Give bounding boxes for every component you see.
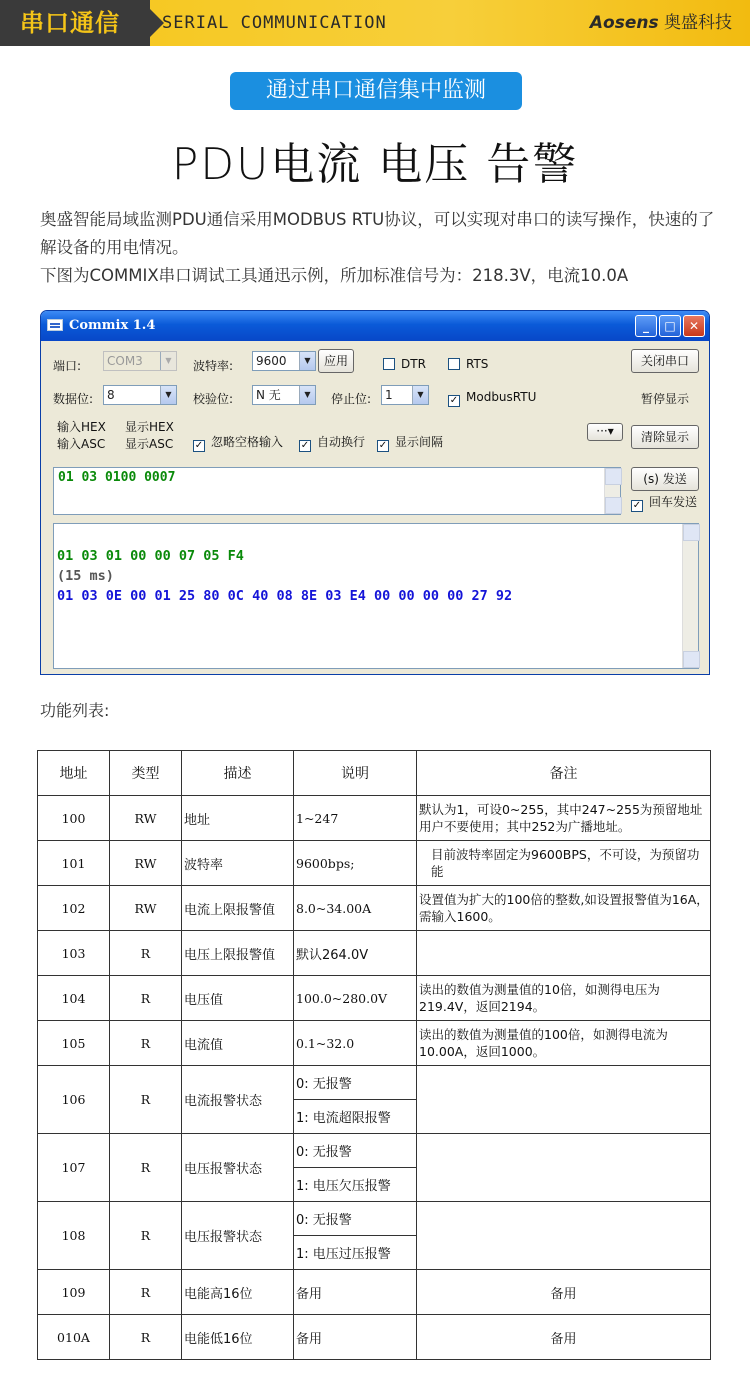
table-row — [38, 1066, 711, 1100]
cell-desc: 电流报警状态 — [182, 1066, 294, 1134]
checkbox-box[interactable]: ✓ — [300, 440, 310, 451]
cell-state-1: 1: 电压过压报警 — [294, 1236, 417, 1270]
chevron-down-icon: ▼ — [160, 352, 176, 370]
feature-pill: 通过串口通信集中监测 — [230, 72, 522, 110]
table-row — [38, 796, 711, 841]
table-row — [38, 1134, 711, 1168]
cell-addr: 103 — [38, 931, 110, 976]
chevron-down-icon: ▼ — [299, 352, 315, 370]
cell-addr: 106 — [38, 1066, 110, 1134]
col-header-explain: 说明 — [294, 751, 417, 796]
brand-cn: 奥盛科技 — [664, 13, 732, 33]
stopbits-select[interactable] — [381, 385, 429, 405]
table-row — [38, 841, 711, 886]
cell-addr: 102 — [38, 886, 110, 931]
table-row — [38, 1270, 711, 1315]
receive-scrollbar[interactable] — [682, 524, 698, 668]
table-row — [38, 1315, 711, 1360]
databits-select[interactable] — [103, 385, 177, 405]
more-button[interactable] — [587, 423, 623, 441]
send-input[interactable] — [53, 467, 621, 515]
cell-addr: 100 — [38, 796, 110, 841]
cell-addr: 109 — [38, 1270, 110, 1315]
port-select[interactable] — [103, 351, 177, 371]
title-bar[interactable] — [41, 311, 709, 341]
section-subtitle: SERIAL COMMUNICATION — [162, 13, 387, 33]
header-banner — [0, 0, 750, 46]
receive-output[interactable] — [53, 523, 699, 669]
intro-paragraph-2: 下图为COMMIX串口调试工具通迅示例，所加标准信号为：218.3V，电流10.0A — [40, 266, 629, 285]
table-row — [38, 1021, 711, 1066]
page-title: PDU电流 电压 告警 — [171, 139, 579, 190]
cell-note: 读出的数值为测量值的100倍，如测得电流为10.00A，返回1000。 — [417, 1021, 711, 1066]
app-icon — [47, 319, 63, 331]
auto-wrap-label: 自动换行 — [317, 435, 366, 449]
checkbox-box[interactable]: ✓ — [378, 440, 388, 451]
send-button[interactable]: (s) 发送 — [631, 467, 699, 491]
checkbox-box[interactable] — [383, 358, 395, 370]
cell-type: R — [110, 1066, 182, 1134]
col-header-addr: 地址 — [38, 751, 110, 796]
chevron-down-icon: ▼ — [160, 386, 176, 404]
cell-type: RW — [110, 886, 182, 931]
intro-text — [40, 206, 720, 290]
cell-state-0: 0: 无报警 — [294, 1134, 417, 1168]
cell-type: R — [110, 976, 182, 1021]
cell-desc: 电压报警状态 — [182, 1134, 294, 1202]
intro-paragraph-1: 奥盛智能局域监测PDU通信采用MODBUS RTU协议，可以实现对串口的读写操作，快速的了解设备的用电情况。 — [40, 210, 715, 257]
cell-type: R — [110, 1021, 182, 1066]
cell-note — [417, 1066, 711, 1134]
baud-select[interactable] — [252, 351, 316, 371]
cell-type: R — [110, 931, 182, 976]
chevron-down-icon: ▾ — [607, 424, 614, 438]
modbus-checkbox[interactable] — [448, 390, 536, 407]
cell-note — [417, 931, 711, 976]
send-text: 01 03 0100 0007 — [58, 470, 176, 485]
cell-addr: 104 — [38, 976, 110, 1021]
close-button[interactable]: ✕ — [683, 315, 705, 337]
cell-note: 设置值为扩大的100倍的整数,如设置报警值为16A，需输入1600。 — [417, 886, 711, 931]
cell-note: 目前波特率固定为9600BPS，不可设，为预留功能 — [417, 841, 711, 886]
show-interval-checkbox[interactable] — [377, 435, 443, 452]
rts-checkbox[interactable] — [448, 357, 488, 371]
cell-addr: 101 — [38, 841, 110, 886]
more-button-label: ··· — [596, 424, 608, 438]
table-row — [38, 886, 711, 931]
cell-type: R — [110, 1134, 182, 1202]
cell-explain: 8.0~34.00A — [294, 886, 417, 931]
cell-explain: 备用 — [294, 1270, 417, 1315]
cell-explain: 备用 — [294, 1315, 417, 1360]
cell-explain: 默认264.0V — [294, 931, 417, 976]
recv-line-timing: (15 ms) — [57, 568, 114, 584]
cell-explain: 100.0~280.0V — [294, 976, 417, 1021]
cell-addr: 010A — [38, 1315, 110, 1360]
function-list-label: 功能列表: — [40, 701, 110, 720]
cell-note — [417, 1134, 711, 1202]
cell-note — [417, 1202, 711, 1270]
cell-desc: 电压报警状态 — [182, 1202, 294, 1270]
enter-send-checkbox[interactable] — [631, 495, 697, 512]
cell-explain: 9600bps; — [294, 841, 417, 886]
baud-label: 波特率: — [193, 359, 234, 373]
enter-send-label: 回车发送 — [649, 495, 698, 509]
table-row — [38, 976, 711, 1021]
cell-explain: 0.1~32.0 — [294, 1021, 417, 1066]
cell-type: R — [110, 1202, 182, 1270]
table-header-row — [38, 751, 711, 796]
cell-desc: 电流值 — [182, 1021, 294, 1066]
cell-note: 备用 — [417, 1315, 711, 1360]
clear-display-button[interactable]: 清除显示 — [631, 425, 699, 449]
function-table — [37, 750, 711, 1360]
checkbox-box[interactable]: ✓ — [632, 500, 642, 511]
section-tag: 串口通信 — [0, 0, 150, 46]
minimize-button[interactable]: _ — [635, 315, 657, 337]
col-header-note: 备注 — [417, 751, 711, 796]
baud-value: 9600 — [256, 354, 287, 368]
cell-desc: 电能高16位 — [182, 1270, 294, 1315]
cell-addr: 107 — [38, 1134, 110, 1202]
cell-desc: 电能低16位 — [182, 1315, 294, 1360]
apply-button[interactable]: 应用 — [318, 349, 354, 373]
tab-display-asc[interactable]: 显示ASC — [125, 437, 174, 451]
cell-desc: 波特率 — [182, 841, 294, 886]
dtr-label: DTR — [401, 357, 426, 371]
cell-desc: 电压上限报警值 — [182, 931, 294, 976]
tab-input-asc[interactable]: 输入ASC — [57, 437, 106, 451]
brand-en: Aosens — [589, 13, 659, 33]
pause-display[interactable]: 暂停显示 — [641, 392, 690, 406]
cell-state-1: 1: 电流超限报警 — [294, 1100, 417, 1134]
brand-logo — [590, 0, 732, 46]
send-scrollbar[interactable] — [604, 468, 620, 514]
cell-note: 备用 — [417, 1270, 711, 1315]
port-label: 端口: — [53, 359, 82, 373]
cell-type: R — [110, 1315, 182, 1360]
window-title: Commix 1.4 — [69, 318, 156, 333]
chevron-down-icon: ▼ — [412, 386, 428, 404]
ignore-space-label: 忽略空格输入 — [211, 435, 284, 449]
ignore-space-checkbox[interactable] — [193, 435, 283, 452]
table-row — [38, 931, 711, 976]
databits-label: 数据位: — [53, 392, 94, 406]
dtr-checkbox[interactable] — [383, 357, 426, 371]
cell-desc: 地址 — [182, 796, 294, 841]
cell-type: R — [110, 1270, 182, 1315]
parity-label: 校验位: — [193, 392, 234, 406]
col-header-desc: 描述 — [182, 751, 294, 796]
checkbox-box[interactable]: ✓ — [194, 440, 204, 451]
cell-state-0: 0: 无报警 — [294, 1066, 417, 1100]
cell-desc: 电流上限报警值 — [182, 886, 294, 931]
checkbox-box[interactable] — [448, 358, 460, 370]
cell-type: RW — [110, 796, 182, 841]
table-row — [38, 1202, 711, 1236]
recv-line-response: 01 03 0E 00 01 25 80 0C 40 08 8E 03 E4 00 00 00 00 27 92 — [57, 588, 513, 604]
col-header-type: 类型 — [110, 751, 182, 796]
cell-state-0: 0: 无报警 — [294, 1202, 417, 1236]
cell-addr: 105 — [38, 1021, 110, 1066]
tab-display-hex[interactable]: 显示HEX — [125, 420, 174, 434]
chevron-down-icon: ▼ — [299, 386, 315, 404]
port-value: COM3 — [107, 354, 143, 368]
cell-addr: 108 — [38, 1202, 110, 1270]
commix-window — [40, 310, 710, 675]
cell-explain: 1~247 — [294, 796, 417, 841]
parity-value: N 无 — [256, 388, 281, 402]
cell-state-1: 1: 电压欠压报警 — [294, 1168, 417, 1202]
maximize-button[interactable]: □ — [659, 315, 681, 337]
modbus-label: ModbusRTU — [466, 390, 537, 404]
show-interval-label: 显示间隔 — [395, 435, 444, 449]
recv-line-request: 01 03 01 00 00 07 05 F4 — [57, 548, 244, 564]
cell-desc: 电压值 — [182, 976, 294, 1021]
cell-type: RW — [110, 841, 182, 886]
auto-wrap-checkbox[interactable] — [299, 435, 365, 452]
close-port-button[interactable]: 关闭串口 — [631, 349, 699, 373]
parity-select[interactable] — [252, 385, 316, 405]
rts-label: RTS — [466, 357, 489, 371]
cell-note: 默认为1，可设0~255，其中247~255为预留地址用户不要使用；其中252为广播地址。 — [417, 796, 711, 841]
cell-note: 读出的数值为测量值的10倍，如测得电压为219.4V，返回2194。 — [417, 976, 711, 1021]
stopbits-value: 1 — [385, 388, 393, 402]
stopbits-label: 停止位: — [331, 392, 372, 406]
tab-input-hex[interactable]: 输入HEX — [57, 420, 106, 434]
databits-value: 8 — [107, 388, 115, 402]
checkbox-box[interactable]: ✓ — [449, 395, 459, 406]
